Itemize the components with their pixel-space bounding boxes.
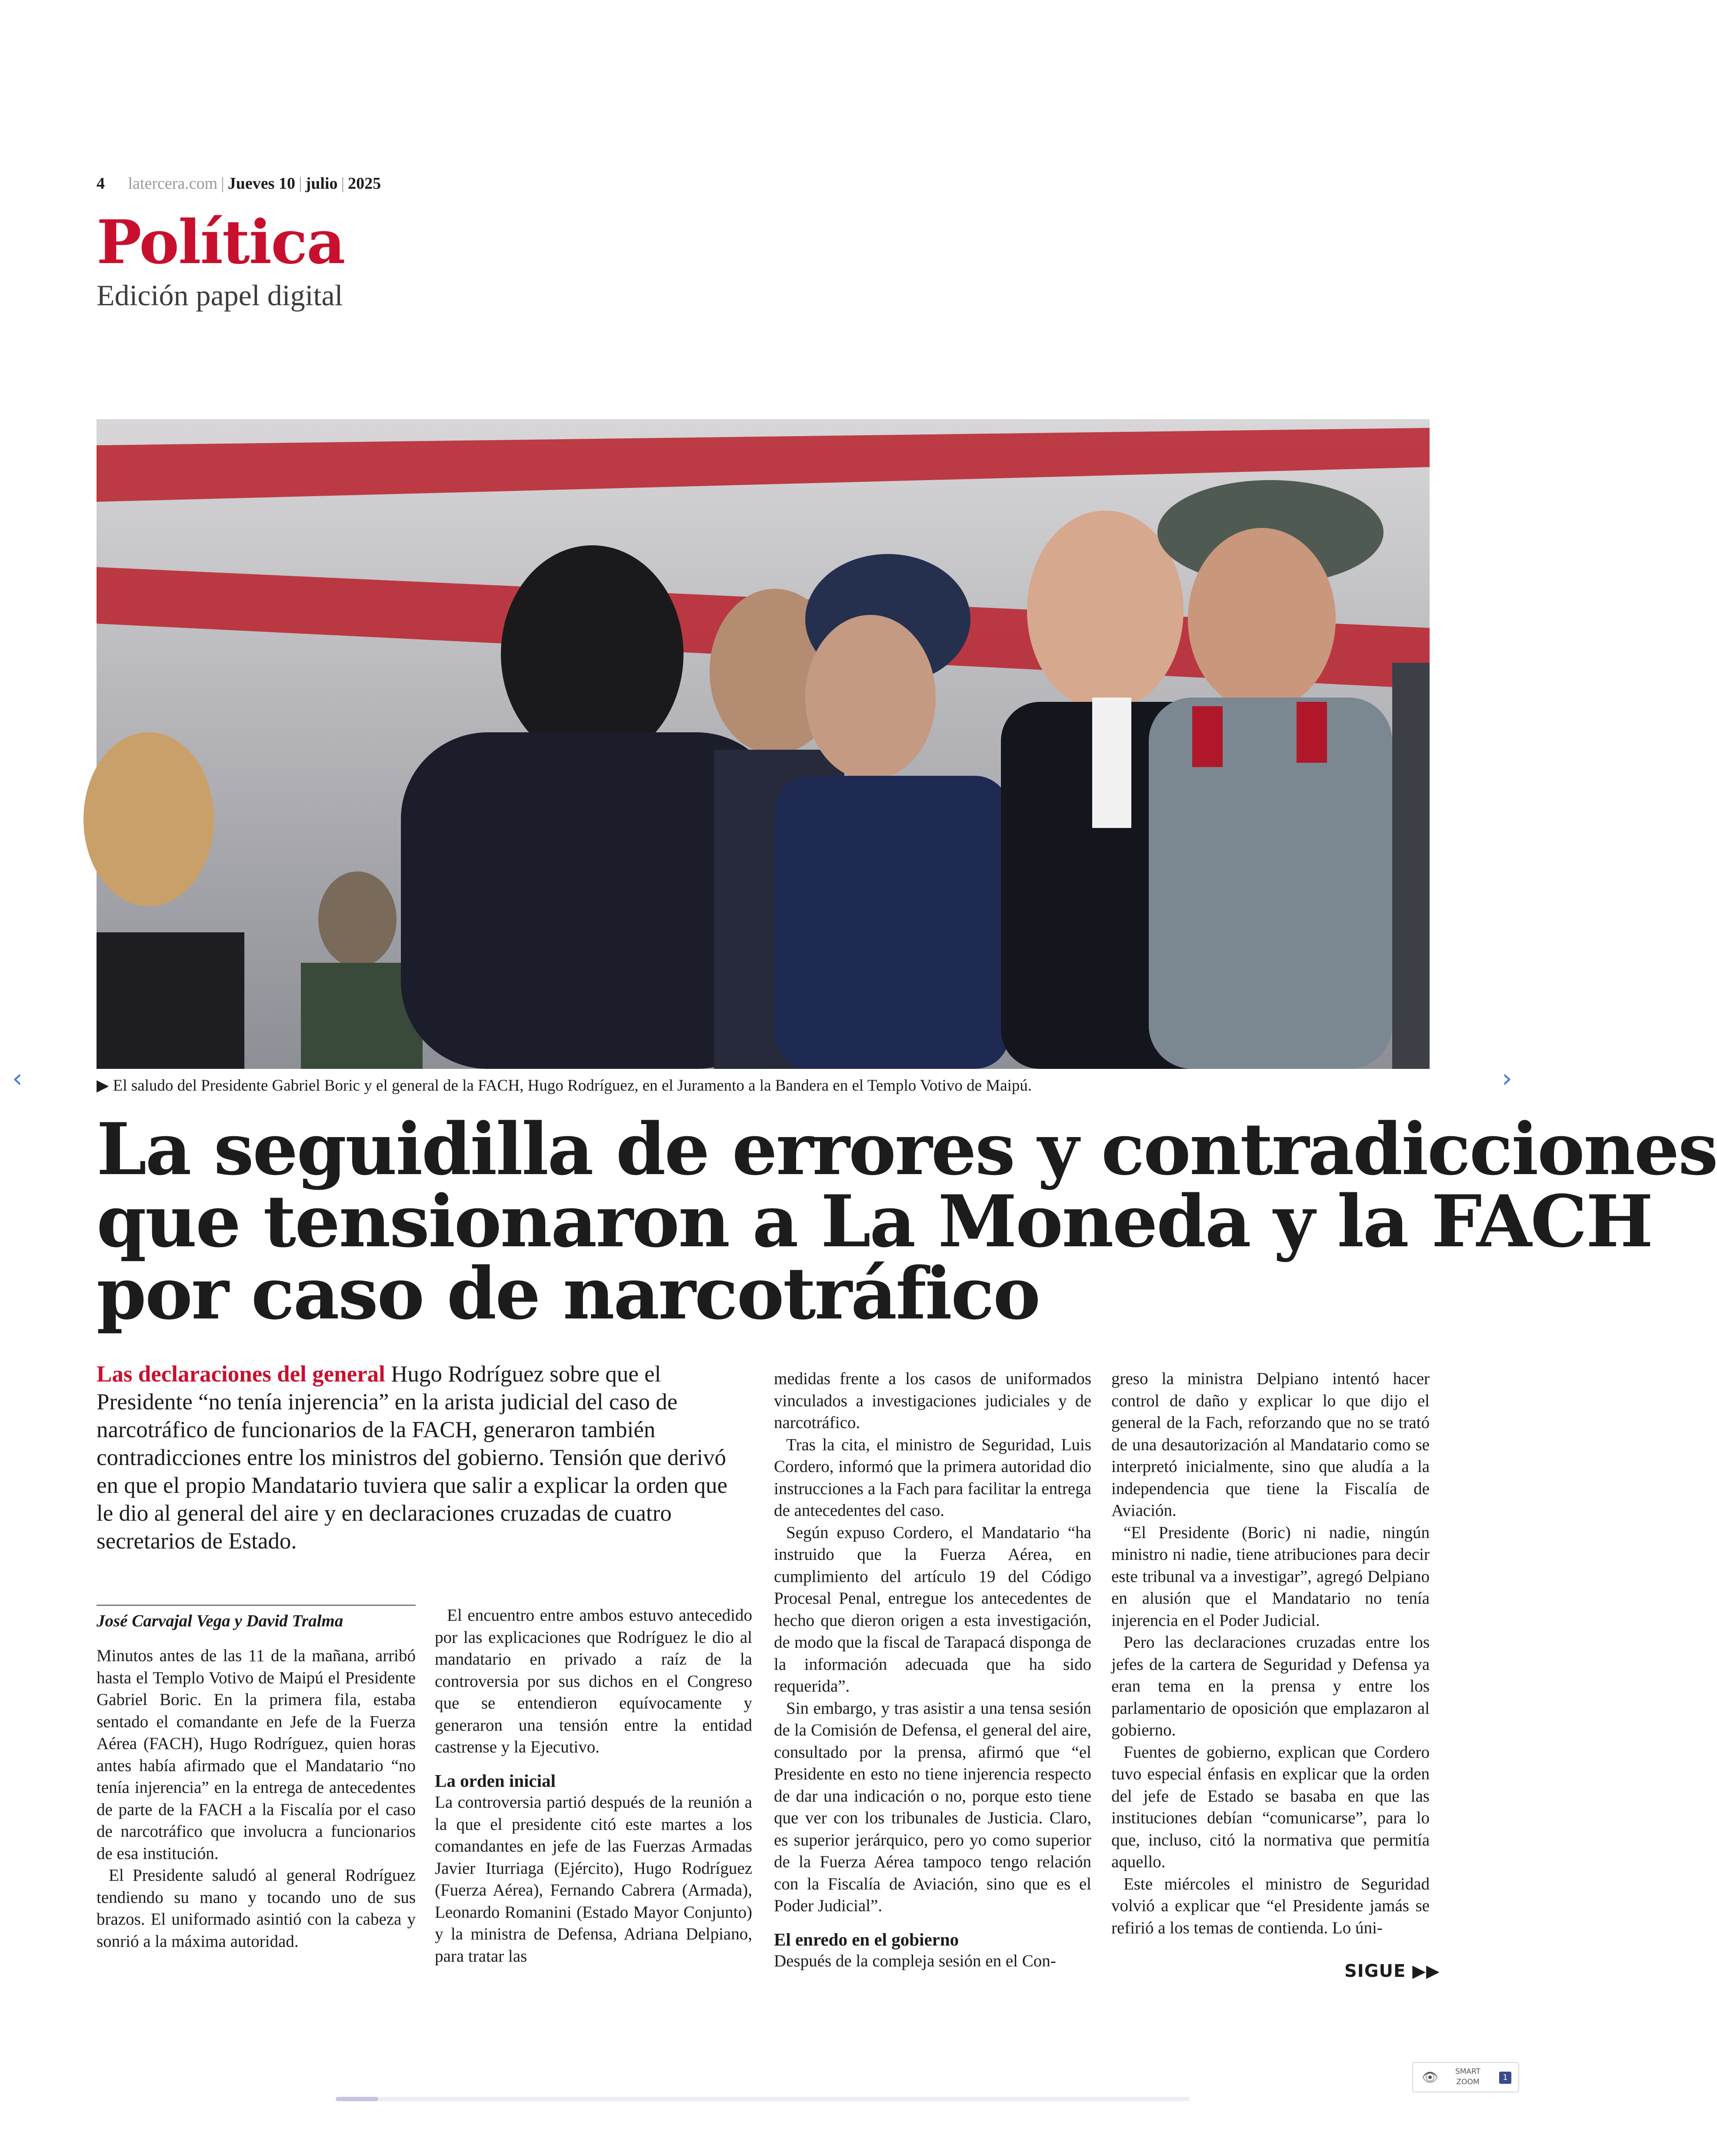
paragraph: El encuentro entre ambos estuvo antecedido por las explicaciones que Rodríguez le dio al mandatario en privado a raíz de la controversia por sus dichos en el Congreso que se entendieron equívocamente y generaron una tensión entre la entidad castrense y la Ejecutivo. bbox=[435, 1606, 752, 1756]
headline-line: por caso de narcotráfico bbox=[97, 1252, 1040, 1335]
paragraph: “El Presidente (Boric) ni nadie, ningún ministro ni nadie, tiene atribuciones para decir este tribunal va a investigar”, agregó Delpiano en alusión que el Mandatario no tenía injerencia en el Poder Judicial. bbox=[1111, 1523, 1430, 1630]
reading-progress-bar[interactable] bbox=[336, 2097, 1190, 2101]
date-day: Jueves 10 bbox=[227, 174, 295, 193]
photo-illustration bbox=[97, 419, 1430, 1069]
folio-separator: | bbox=[298, 174, 302, 193]
article-column-1 bbox=[97, 1605, 416, 1952]
folio-separator: | bbox=[341, 174, 345, 193]
page-folio bbox=[97, 174, 381, 193]
next-page-button[interactable]: › bbox=[1502, 1063, 1512, 1094]
paragraph: El Presidente saludó al general Rodríguez tendiendo su mano y tocando uno de sus brazos. El uniformado asintió con la cabeza y sonrió a la máxima autoridad. bbox=[97, 1866, 416, 1951]
article-headline bbox=[97, 1107, 1717, 1335]
paragraph: Este miércoles el ministro de Seguridad volvió a explicar que “el Presidente jamás se refirió a los temas de contienda. Lo úni- bbox=[1111, 1874, 1430, 1937]
headline-line: La seguidilla de errores y contradicciones bbox=[97, 1107, 1717, 1191]
article-lead bbox=[97, 1360, 736, 1555]
smart-zoom-button[interactable] bbox=[1412, 2062, 1519, 2093]
smart-zoom-label: SMART ZOOM bbox=[1455, 2067, 1481, 2086]
date-year: 2025 bbox=[348, 174, 381, 193]
photo-caption: ▶ El saludo del Presidente Gabriel Boric y el general de la FACH, Hugo Rodríguez, en el Juramento a la Bandera en el Templo Votivo de Maipú. bbox=[97, 1077, 1032, 1095]
paragraph: Fuentes de gobierno, explican que Cordero tuvo especial énfasis en explicar que la orden del jefe de Estado se basaba en que las instituciones debían “comunicarse”, para lo que, incluso, citó la normativa que permitía aquello. bbox=[1111, 1742, 1430, 1871]
section-title: Política bbox=[97, 207, 345, 277]
article-column-3 bbox=[774, 1368, 1091, 1972]
paragraph: Minutos antes de las 11 de la mañana, arribó hasta el Templo Votivo de Maipú el Presidente Gabriel Boric. En la primera fila, estaba sentado el comandante en Jefe de la Fuerza Aérea (FACH), Hugo Rodríguez, quien horas antes había afirmado que el Mandatario “no tenía injerencia” en la entrega de antecedentes de parte de la FACH a la Fiscalía por el caso de narcotráfico que involucra a funcionarios de esa institución. bbox=[97, 1646, 416, 1863]
folio-separator: | bbox=[221, 174, 224, 193]
date-month: julio bbox=[305, 174, 338, 193]
continue-label: SIGUE ▶▶ bbox=[1344, 1961, 1440, 1981]
article-column-2 bbox=[435, 1605, 752, 1967]
paragraph: Tras la cita, el ministro de Seguridad, Luis Cordero, informó que la primera autoridad dio instrucciones a la Fach para facilitar la entrega de antecedentes del caso. bbox=[774, 1435, 1091, 1520]
article-byline: José Carvajal Vega y David Tralma bbox=[97, 1605, 416, 1632]
paragraph: medidas frente a los casos de uniformados vinculados a investigaciones judiciales y de narcotráfico. bbox=[774, 1369, 1091, 1432]
eye-icon: 👁 bbox=[1422, 2070, 1439, 2085]
smart-zoom-badge: 1 bbox=[1499, 2072, 1511, 2084]
article-photo bbox=[97, 419, 1430, 1069]
previous-page-button[interactable]: ‹ bbox=[12, 1063, 23, 1094]
article-column-4 bbox=[1111, 1368, 1430, 1939]
paragraph: Pero las declaraciones cruzadas entre los jefes de la cartera de Seguridad y Defensa ya eran tema en la prensa y entre los parlamentario de oposición que emplazaron al gobierno. bbox=[1111, 1633, 1430, 1739]
edition-label: Edición papel digital bbox=[97, 279, 343, 312]
paragraph: Sin embargo, y tras asistir a una tensa sesión de la Comisión de Defensa, el general del aire, consultado por la prensa, afirmó que “el Presidente en esto no tiene injerencia respecto de dar una indicación o no, porque esto tiene que ver con los tribunales de Justicia. Claro, es superior jerárquico, pero yo como superior de la Fuerza Aérea tampoco tengo relación con la Fiscalía de Aviación, sino que es el Poder Judicial”. bbox=[774, 1699, 1091, 1915]
paragraph: Según expuso Cordero, el Mandatario “ha instruido que la Fuerza Aérea, en cumplimiento del artículo 19 del Código Procesal Penal, entregue los antecedentes de hecho que dieron origen a esta investigación, de modo que la fiscal de Tarapacá disponga de la información adecuada que ha sido requerida”. bbox=[774, 1523, 1091, 1695]
subheading: La orden inicial bbox=[435, 1770, 556, 1791]
reading-progress-fill bbox=[336, 2097, 378, 2101]
lead-text: Hugo Rodríguez sobre que el Presidente “no tenía injerencia” en la arista judicial del caso de narcotráfico de funcionarios de la FACH, generaron también contradicciones entre los ministros del gobierno. Tensión que derivó en que el propio Mandatario tuviera que salir a explicar la orden que le dio al general del aire y en declaraciones cruzadas de cuatro secretarios de Estado. bbox=[97, 1362, 728, 1554]
headline-line: que tensionaron a La Moneda y la FACH bbox=[97, 1179, 1652, 1263]
paragraph: Después de la compleja sesión en el Con- bbox=[774, 1952, 1056, 1970]
site-name: latercera.com bbox=[128, 174, 218, 193]
paragraph: greso la ministra Delpiano intentó hacer control de daño y explicar lo que dijo el general de la Fach, reforzando que no se trató de una desautorización al Mandatario como se interpretó inicialmente, sino que aludía a la independencia que tiene la Fiscalía de Aviación. bbox=[1111, 1369, 1430, 1520]
lead-highlight: Las declaraciones del general bbox=[97, 1362, 385, 1387]
subheading: El enredo en el gobierno bbox=[774, 1929, 959, 1949]
page-number: 4 bbox=[97, 174, 105, 193]
paragraph: La controversia partió después de la reunión a la que el presidente citó este martes a los comandantes en jefe de las Fuerzas Armadas Javier Iturriaga (Ejército), Hugo Rodríguez (Fuerza Aérea), Fernando Cabrera (Armada), Leonardo Romanini (Estado Mayor Conjunto) y la ministra de Defensa, Adriana Delpiano, para tratar las bbox=[435, 1793, 752, 1966]
